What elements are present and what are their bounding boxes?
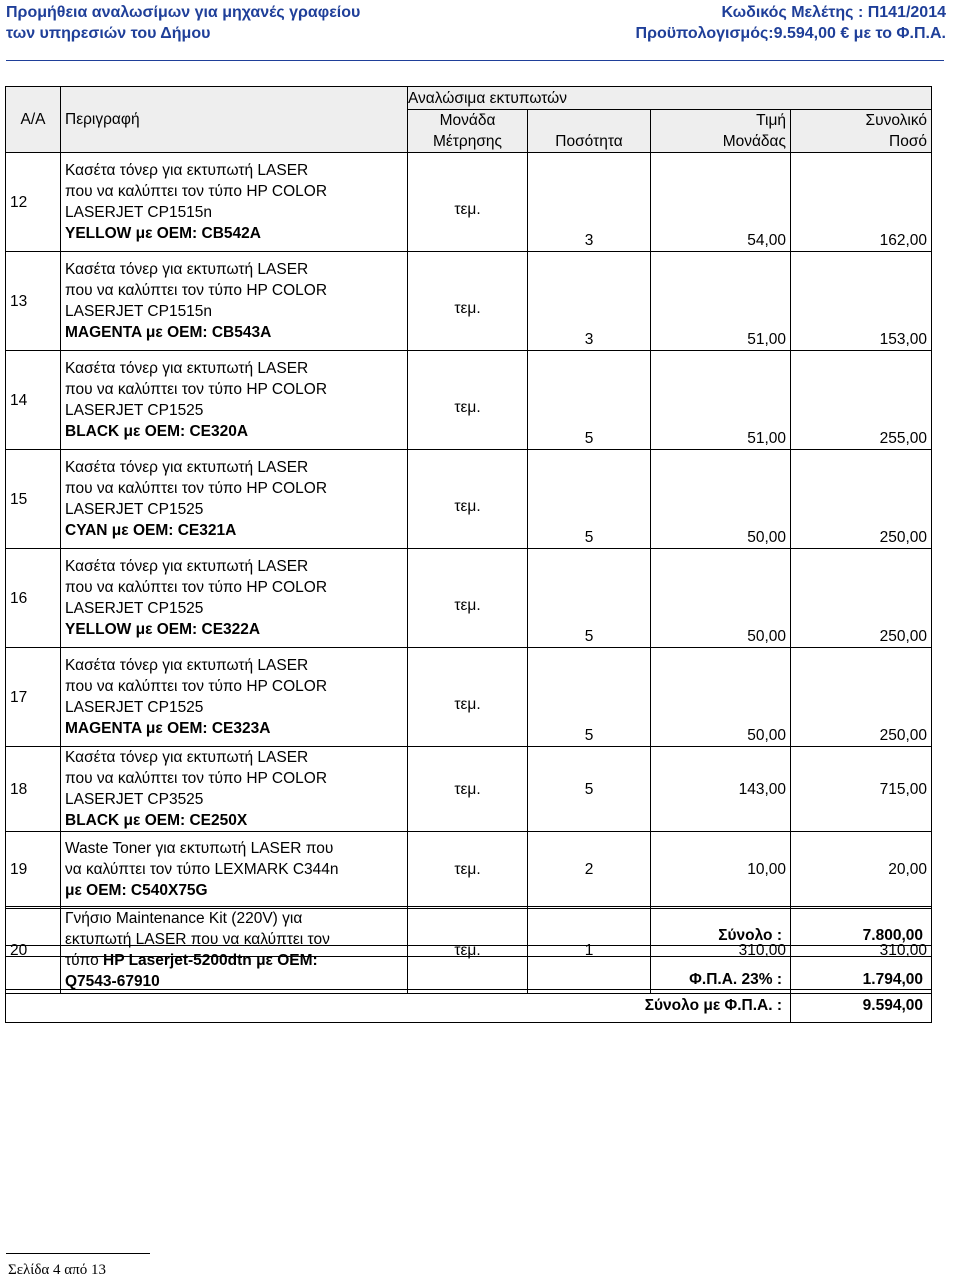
desc-line: Κασέτα τόνερ για εκτυπωτή LASER xyxy=(65,360,309,377)
table-row xyxy=(6,351,932,450)
desc-line: Q7543-67910 xyxy=(65,973,160,990)
desc-line: εκτυπωτή LASER που να καλύπτει τον xyxy=(65,931,330,948)
desc-line: LASERJET CP1525 xyxy=(65,501,204,518)
desc-line: Κασέτα τόνερ για εκτυπωτή LASER xyxy=(65,261,309,278)
row-quantity: 5 xyxy=(528,648,651,747)
desc-line: Κασέτα τόνερ για εκτυπωτή LASER xyxy=(65,749,309,766)
row-description xyxy=(61,252,408,351)
row-quantity: 5 xyxy=(528,747,651,832)
desc-line: να καλύπτει τον τύπο LEXMARK C344n xyxy=(65,860,339,878)
subtotal-table xyxy=(5,908,932,946)
row-quantity: 2 xyxy=(528,832,651,907)
row-number: 13 xyxy=(6,252,61,351)
row-quantity: 5 xyxy=(528,351,651,450)
col-header-unit-price xyxy=(651,110,791,153)
desc-line: YELLOW με OEM: CE322A xyxy=(65,621,261,638)
row-number: 14 xyxy=(6,351,61,450)
study-code: Κωδικός Μελέτης : Π141/2014 xyxy=(721,4,946,21)
row-unit: τεμ. xyxy=(408,648,528,747)
table-row xyxy=(6,549,932,648)
col-header-unit-line1: Μονάδα xyxy=(439,112,496,129)
row-unit-price: 51,00 xyxy=(651,252,791,351)
footer-divider xyxy=(6,1253,150,1254)
row-number: 15 xyxy=(6,450,61,549)
row-unit: τεμ. xyxy=(408,549,528,648)
row-unit-price: 50,00 xyxy=(651,450,791,549)
section-title-text: Αναλώσιμα εκτυπωτών xyxy=(408,89,567,107)
desc-fragment: τύπο xyxy=(65,952,104,969)
desc-line: Κασέτα τόνερ για εκτυπωτή LASER xyxy=(65,558,309,575)
desc-line: που να καλύπτει τον τύπο HP COLOR xyxy=(65,678,328,695)
row-description xyxy=(61,450,408,549)
desc-line: Waste Toner για εκτυπωτή LASER που xyxy=(65,839,334,857)
row-total: 250,00 xyxy=(791,549,932,648)
row-total: 715,00 xyxy=(791,747,932,832)
desc-line: MAGENTA με OEM: CE323A xyxy=(65,720,271,737)
header-divider xyxy=(6,60,944,61)
row-number: 17 xyxy=(6,648,61,747)
grand-total-value: 9.594,00 xyxy=(791,990,932,1023)
row-unit-price: 50,00 xyxy=(651,549,791,648)
title-line-2: των υπηρεσιών του Δήμου xyxy=(6,25,211,42)
col-header-price-line2: Μονάδας xyxy=(722,133,786,150)
row-unit-price: 310,00 xyxy=(651,907,791,994)
desc-line: Κασέτα τόνερ για εκτυπωτή LASER xyxy=(65,459,309,476)
desc-line: MAGENTA με OEM: CB543A xyxy=(65,324,272,341)
row-quantity: 5 xyxy=(528,450,651,549)
row-total: 255,00 xyxy=(791,351,932,450)
document-title xyxy=(6,2,360,44)
row-description xyxy=(61,351,408,450)
study-info xyxy=(636,2,946,44)
row-description xyxy=(61,648,408,747)
subtotal-label: Σύνολο : xyxy=(6,909,791,946)
desc-line: Κασέτα τόνερ για εκτυπωτή LASER xyxy=(65,162,309,179)
row-total: 162,00 xyxy=(791,153,932,252)
desc-line: που να καλύπτει τον τύπο HP COLOR xyxy=(65,183,328,200)
col-header-unit-line2: Μέτρησης xyxy=(432,133,503,150)
page-number: Σελίδα 4 από 13 xyxy=(8,1262,106,1278)
row-number: 12 xyxy=(6,153,61,252)
desc-line: YELLOW με OEM: CB542A xyxy=(65,225,261,242)
vat-row xyxy=(6,957,932,990)
title-line-1: Προμήθεια αναλωσίμων για μηχανές γραφείου xyxy=(6,4,361,21)
col-header-quantity: Ποσότητα xyxy=(528,110,651,153)
row-unit-price: 143,00 xyxy=(651,747,791,832)
desc-line: Κασέτα τόνερ για εκτυπωτή LASER xyxy=(65,657,309,674)
row-total: 250,00 xyxy=(791,450,932,549)
table-row xyxy=(6,747,932,832)
desc-line: που να καλύπτει τον τύπο HP COLOR xyxy=(65,480,328,497)
desc-line: LASERJET CP3525 xyxy=(65,791,204,808)
row-number: 16 xyxy=(6,549,61,648)
table-row xyxy=(6,153,932,252)
col-header-price-line1: Τιμή xyxy=(756,112,786,129)
table-row xyxy=(6,648,932,747)
row-unit-price: 10,00 xyxy=(651,832,791,907)
vat-totals-table xyxy=(5,956,932,1023)
table-row xyxy=(6,450,932,549)
col-header-total xyxy=(791,110,932,153)
subtotal-value: 7.800,00 xyxy=(791,909,932,946)
desc-line: με OEM: C540X75G xyxy=(65,881,208,899)
col-header-total-line2: Ποσό xyxy=(889,133,928,150)
row-quantity: 3 xyxy=(528,153,651,252)
subtotal-row xyxy=(6,909,932,946)
desc-line: LASERJET CP1525 xyxy=(65,600,204,617)
col-header-description: Περιγραφή xyxy=(61,87,408,153)
row-quantity: 3 xyxy=(528,252,651,351)
items-table xyxy=(5,86,932,994)
desc-line: CYAN με OEM: CE321A xyxy=(65,522,237,539)
row-quantity: 5 xyxy=(528,549,651,648)
row-description xyxy=(61,832,408,907)
desc-line: που να καλύπτει τον τύπο HP COLOR xyxy=(65,381,328,398)
row-unit: τεμ. xyxy=(408,907,528,994)
desc-line: Γνήσιο Maintenance Kit (220V) για xyxy=(65,910,303,927)
grand-total-row xyxy=(6,990,932,1023)
row-description xyxy=(61,549,408,648)
col-header-unit xyxy=(408,110,528,153)
row-unit: τεμ. xyxy=(408,450,528,549)
grand-total-label: Σύνολο με Φ.Π.Α. : xyxy=(6,990,791,1023)
row-unit: τεμ. xyxy=(408,153,528,252)
row-unit-price: 54,00 xyxy=(651,153,791,252)
desc-line: BLACK με OEM: CE320A xyxy=(65,423,249,440)
vat-value: 1.794,00 xyxy=(791,957,932,990)
row-number: 18 xyxy=(6,747,61,832)
row-unit-price: 50,00 xyxy=(651,648,791,747)
section-title xyxy=(408,87,932,110)
row-number: 19 xyxy=(6,832,61,907)
desc-line: BLACK με OEM: CE250X xyxy=(65,812,248,829)
row-total: 250,00 xyxy=(791,648,932,747)
col-header-total-line1: Συνολικό xyxy=(865,112,928,129)
row-total: 310,00 xyxy=(791,907,932,994)
desc-line: LASERJET CP1525 xyxy=(65,402,204,419)
desc-line: που να καλύπτει τον τύπο HP COLOR xyxy=(65,770,328,787)
table-row xyxy=(6,832,932,907)
row-unit: τεμ. xyxy=(408,351,528,450)
row-total: 20,00 xyxy=(791,832,932,907)
vat-label: Φ.Π.Α. 23% : xyxy=(6,957,791,990)
row-unit: τεμ. xyxy=(408,832,528,907)
row-unit-price: 51,00 xyxy=(651,351,791,450)
desc-fragment-bold: HP Laserjet-5200dtn με OEM: xyxy=(103,952,318,969)
desc-line: LASERJET CP1525 xyxy=(65,699,204,716)
row-description xyxy=(61,747,408,832)
row-unit: τεμ. xyxy=(408,747,528,832)
desc-line: που να καλύπτει τον τύπο HP COLOR xyxy=(65,579,328,596)
desc-line: LASERJET CP1515n xyxy=(65,204,213,221)
row-description xyxy=(61,153,408,252)
col-header-aa: Α/Α xyxy=(6,87,61,153)
desc-line: που να καλύπτει τον τύπο HP COLOR xyxy=(65,282,328,299)
table-row xyxy=(6,252,932,351)
row-quantity: 1 xyxy=(528,907,651,994)
row-total: 153,00 xyxy=(791,252,932,351)
row-unit: τεμ. xyxy=(408,252,528,351)
desc-line: LASERJET CP1515n xyxy=(65,303,213,320)
budget-line: Προϋπολογισμός:9.594,00 € με το Φ.Π.Α. xyxy=(635,25,946,42)
row-number: 20 xyxy=(6,907,61,994)
section-title-row xyxy=(6,87,932,110)
